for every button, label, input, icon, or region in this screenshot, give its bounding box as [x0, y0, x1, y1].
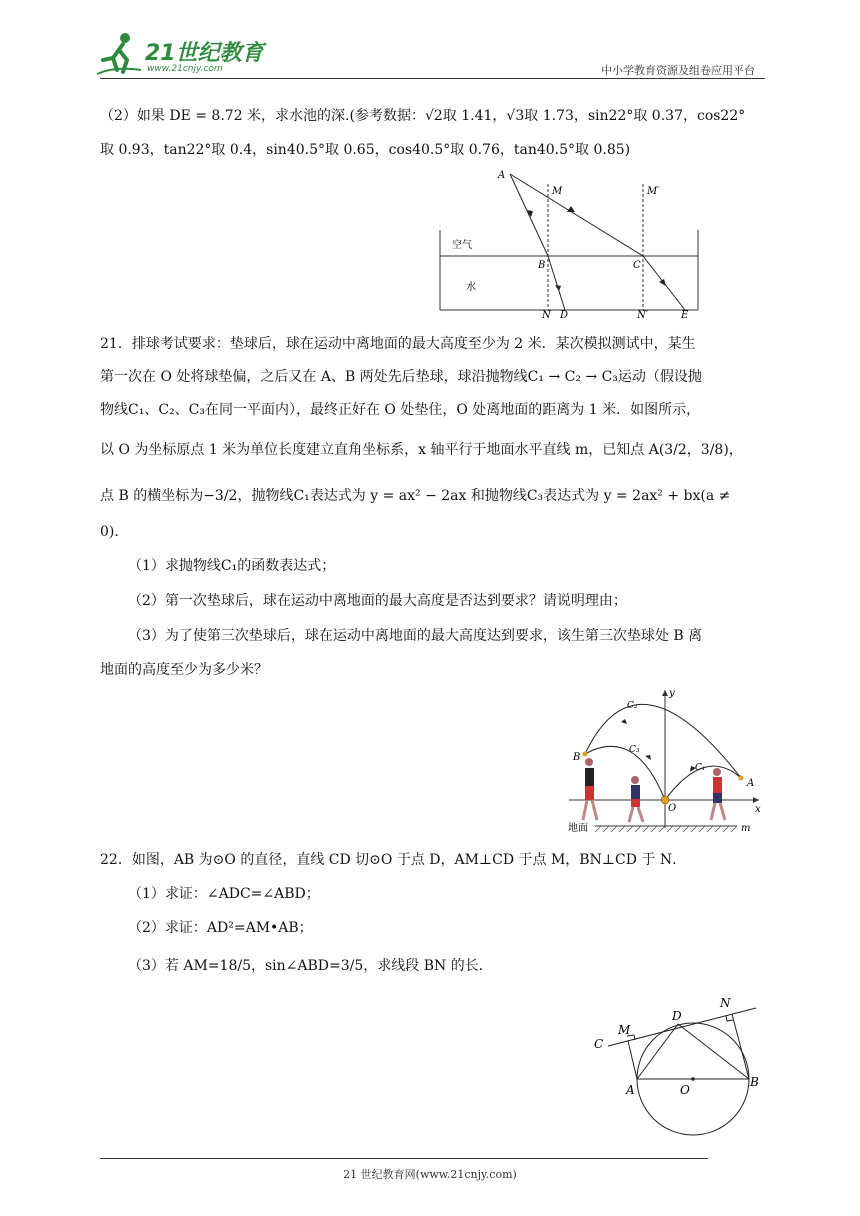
- fig21-label-m: m: [741, 823, 751, 834]
- header: [95, 30, 765, 80]
- fig22-label-b: B: [750, 1075, 759, 1089]
- q21-line-1: 21．排球考试要求：垫球后，球在运动中离地面的最大高度至少为 2 米．某次模拟测试中，某生: [100, 336, 696, 352]
- platform-name: 中小学教育资源及组卷应用平台: [601, 64, 755, 77]
- fig21-label-c1: C₁: [695, 763, 706, 773]
- q21-line-6: 0)．: [100, 524, 129, 540]
- q22-line-1: 22．如图，AB 为⊙O 的直径，直线 CD 切⊙O 于点 D，AM⊥CD 于点 M，BN⊥CD 于 N．: [100, 852, 687, 868]
- fig21-label-c2: C₂: [627, 701, 638, 711]
- q21-line-4: 以 O 为坐标原点 1 米为单位长度建立直角坐标系，x 轴平行于地面水平直线 m，已知点 A(3/2，3/8)，: [100, 442, 743, 458]
- fig21-label-y: y: [669, 688, 675, 699]
- fig20-label-c: C: [633, 260, 641, 271]
- logo-text: 21世纪教育: [145, 41, 264, 66]
- fig20-label-e: E: [681, 310, 689, 318]
- header-divider: [100, 78, 765, 79]
- fig22-label-n: N: [720, 996, 731, 1010]
- fig21-label-c3: C₃: [629, 745, 640, 755]
- fig21-label-b: B: [573, 752, 581, 763]
- circle-tangent-figure: [588, 994, 768, 1144]
- fig22-label-d: D: [672, 1009, 682, 1023]
- fig20-label-n-prime: N′: [637, 310, 649, 318]
- fig21-label-ground: 地面: [568, 823, 588, 834]
- fig20-label-m-prime: M′: [647, 186, 660, 197]
- player-b-icon: [583, 758, 597, 820]
- q21-sub-1: （1）求抛物线C₁的函数表达式；: [128, 558, 336, 574]
- footer-text: 21 世纪教育网(www.21cnjy.com): [343, 1168, 517, 1181]
- fig20-label-d: D: [560, 310, 569, 318]
- q20-line-2: 取 0.93，tan22°取 0.4，sin40.5°取 0.65，cos40.5°取 0.76，tan40.5°取 0.85): [100, 142, 631, 158]
- fig22-label-o: O: [680, 1083, 690, 1097]
- logo-url: www.21cnjy.com: [147, 64, 223, 74]
- volleyball-figure: [565, 686, 765, 834]
- footer-divider: [100, 1158, 708, 1159]
- fig20-label-water: 水: [466, 282, 476, 293]
- fig21-label-x: x: [755, 804, 761, 815]
- fig20-label-a: A: [498, 170, 506, 181]
- player-a-icon: [711, 768, 725, 820]
- q21-sub-2: （2）第一次垫球后，球在运动中离地面的最大高度是否达到要求？请说明理由；: [128, 593, 627, 609]
- fig22-label-c: C: [594, 1037, 604, 1051]
- fig22-label-a: A: [626, 1083, 635, 1097]
- fig22-label-m: M: [618, 1023, 631, 1037]
- q21-line-5: 点 B 的横坐标为−3/2，抛物线C₁表达式为 y = ax² − 2ax 和抛物线C₃表达式为 y = 2ax² + bx(a ≠: [100, 488, 731, 504]
- q21-line-3: 物线C₁、C₂、C₃在同一平面内），最终正好在 O 处垫住，O 处离地面的距离为 1 米．如图所示，: [100, 402, 701, 418]
- q22-sub-3: （3）若 AM=18/5，sin∠ABD=3/5，求线段 BN 的长．: [128, 958, 493, 974]
- q21-sub-3-cont: 地面的高度至少为多少米？: [100, 662, 268, 678]
- refraction-figure: [430, 168, 710, 318]
- fig21-label-o: O: [668, 803, 677, 814]
- fig20-label-air: 空气: [452, 240, 472, 251]
- q21-line-2: 第一次在 O 处将球垫偏，之后又在 A、B 两处先后垫球，球沿抛物线C₁ → C₂ → C₃运动（假设抛: [100, 369, 702, 385]
- logo-icon: [95, 30, 145, 76]
- fig20-label-n: N: [542, 310, 551, 318]
- q22-sub-1: （1）求证：∠ADC=∠ABD；: [128, 886, 320, 902]
- player-middle-icon: [629, 776, 643, 822]
- q22-sub-2: （2）求证：AD²=AM•AB；: [128, 920, 313, 936]
- fig20-label-b: B: [538, 260, 546, 271]
- q20-line-1: （2）如果 DE = 8.72 米，求水池的深.(参考数据：√2取 1.41，√3取 1.73，sin22°取 0.37，cos22°: [100, 108, 746, 124]
- fig20-label-m: M: [552, 186, 563, 197]
- fig21-label-a: A: [747, 778, 755, 789]
- q21-sub-3: （3）为了使第三次垫球后，球在运动中离地面的最大高度达到要求，该生第三次垫球处 B 离: [128, 628, 703, 644]
